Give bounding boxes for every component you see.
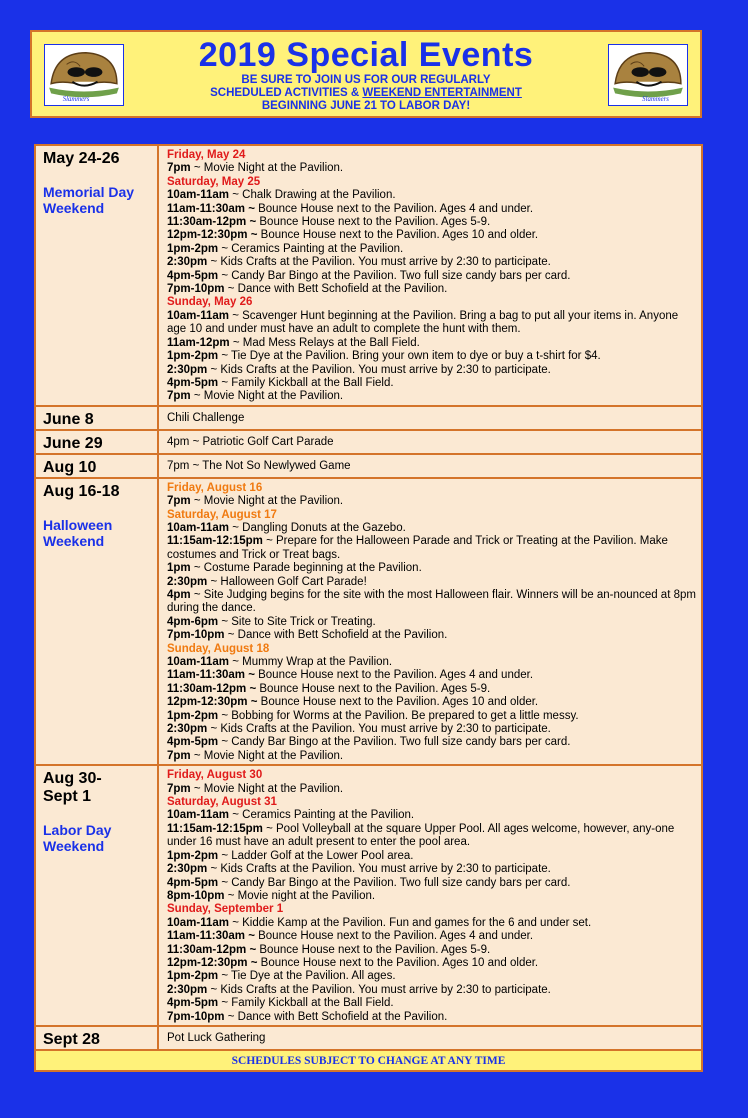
event-time: 2:30pm [167,363,208,376]
event-time: 10am-11am [167,309,230,322]
event-description: ~ Costume Parade beginning at the Pavilion. [190,562,422,575]
event-item [167,364,697,377]
event-item [167,783,697,796]
event-time: 1pm-2pm [167,970,219,983]
event-description: ~ Kids Crafts at the Pavilion. You must arrive by 2:30 to participate. [207,256,551,269]
event-time: 10am-11am [167,521,230,534]
event-item [167,890,697,903]
events-cell [159,479,701,765]
subtitle-line-1: BE SURE TO JOIN US FOR OUR REGULARLY [241,74,491,86]
event-item [167,562,697,575]
event-description: ~ Ceramics Painting at the Pavilion. [218,242,404,255]
event-description: Bounce House next to the Pavilion. Ages 10 and older. [257,956,539,969]
event-time: 1pm-2pm [167,709,219,722]
event-time: 10am-11am [167,809,230,822]
event-time: 7pm [167,495,191,508]
event-time: 2:30pm [167,575,208,588]
event-description: ~ Kiddie Kamp at the Pavilion. Fun and games for the 6 and under set. [229,916,592,929]
event-text: 7pm ~ The Not So Newlywed Game [167,459,351,472]
event-item [167,522,697,535]
event-time: 7pm-10pm [167,629,225,642]
event-description: Bounce House next to the Pavilion. Ages 5-9. [256,216,491,229]
event-description: ~ Chalk Drawing at the Pavilion. [229,189,396,202]
day-heading: Friday, May 24 [167,149,246,161]
event-row [36,429,701,453]
event-date: May 24-26 [43,150,120,167]
event-item [167,723,697,736]
event-description: Bounce House next to the Pavilion. Ages 10 and older. [257,229,539,242]
day-heading: Saturday, August 17 [167,508,277,521]
event-text: Pot Luck Gathering [167,1031,266,1044]
event-item [167,229,697,242]
event-row [36,453,701,477]
event-time: 11am-12pm [167,336,230,349]
event-description: Bounce House next to the Pavilion. Ages 5-9. [256,682,491,695]
event-description: ~ Mad Mess Relays at the Ball Field. [229,336,420,349]
event-date: June 8 [43,410,94,428]
weekend-name: Halloween Weekend [43,516,113,549]
events-cell [159,407,701,429]
event-item [167,310,697,337]
day-heading: Sunday, September 1 [167,903,284,916]
event-description: ~ Candy Bar Bingo at the Pavilion. Two full size candy bars per card. [218,736,571,749]
date-cell [36,1027,159,1049]
footer-notice: SCHEDULES SUBJECT TO CHANGE AT ANY TIME [36,1049,701,1070]
event-description: ~ Movie Night at the Pavilion. [190,782,344,795]
event-date: Aug 16-18 [43,482,120,500]
event-time: 1pm-2pm [167,849,219,862]
event-time: 10am-11am [167,189,230,202]
event-item [167,216,697,229]
event-description: ~ Movie Night at the Pavilion. [190,162,344,175]
event-description: ~ Candy Bar Bingo at the Pavilion. Two full size candy bars per card. [218,269,571,282]
event-item [167,917,697,930]
event-time: 4pm-5pm [167,269,219,282]
event-description: ~ Family Kickball at the Ball Field. [218,997,394,1010]
events-cell [159,455,701,477]
event-item [167,589,697,616]
event-description: ~ Ceramics Painting at the Pavilion. [229,809,415,822]
event-time: 7pm [167,782,191,795]
event-item [167,656,697,669]
logo-text: Slammers [642,96,669,104]
event-time: 10am-11am [167,656,230,668]
event-description: ~ Movie night at the Pavilion. [224,889,376,902]
day-heading: Saturday, May 25 [167,175,261,188]
event-time: 11am-11:30am ~ [167,669,255,682]
event-time: 4pm-5pm [167,376,219,389]
event-item [167,243,697,256]
event-item [167,270,697,283]
event-item [167,535,697,562]
event-description: ~ Pool Volleyball at the square Upper Pool. All ages welcome, however, any-one under 16 must have an adult present to enter the pool area. [167,822,675,849]
events-cell [159,766,701,1025]
event-description: ~ Prepare for the Halloween Parade and Trick or Treating at the Pavilion. Make costumes and Trick or Treat bags. [167,535,668,561]
event-time: 4pm-5pm [167,876,219,889]
event-item [167,1011,697,1024]
event-time: 11am-11:30am ~ [167,930,255,943]
event-row [36,477,701,765]
event-item [167,877,697,890]
event-time: 7pm [167,162,191,175]
event-time: 1pm-2pm [167,350,219,363]
event-item [167,337,697,350]
day-heading: Sunday, May 26 [167,296,253,309]
event-time: 11:30am-12pm ~ [167,943,257,956]
event-item [167,629,697,642]
event-item [167,495,697,508]
date-cell [36,455,159,477]
event-text: 4pm ~ Patriotic Golf Cart Parade [167,435,334,448]
event-description: ~ Dance with Bett Schofield at the Pavilion. [224,629,448,642]
event-date: June 29 [43,434,103,452]
weekend-name: Memorial Day Weekend [43,184,135,216]
event-time: 2:30pm [167,863,208,876]
event-description: ~ Dangling Donuts at the Gazebo. [229,521,406,534]
event-description: ~ Tie Dye at the Pavilion. Bring your own item to dye or buy a t-shirt for $4. [218,350,601,363]
event-time: 1pm [167,562,191,575]
event-description: Bounce House next to the Pavilion. Ages 4 and under. [254,930,534,943]
event-time: 4pm [167,588,191,601]
date-cell [36,146,159,405]
event-description: ~ Halloween Golf Cart Parade! [207,575,367,588]
event-date: Aug 10 [43,458,97,476]
event-item [167,930,697,943]
event-row [36,146,701,405]
event-item [167,283,697,296]
events-cell [159,1027,701,1049]
event-time: 4pm-5pm [167,997,219,1010]
event-time: 11am-11:30am ~ [167,202,255,215]
event-description: ~ Scavenger Hunt beginning at the Pavilion. Bring a bag to put all your items in. Anyone age 10 and under must have an adult to complete the hunt with them. [167,309,679,336]
event-item [167,377,697,390]
date-cell [36,407,159,429]
event-item [167,350,697,363]
event-description: ~ Ladder Golf at the Lower Pool area. [218,849,414,862]
event-description: ~ Kids Crafts at the Pavilion. You must arrive by 2:30 to participate. [207,863,551,876]
event-item [167,256,697,269]
event-description: ~ Dance with Bett Schofield at the Pavilion. [224,1010,448,1023]
header-banner [30,30,702,118]
event-description: ~ Kids Crafts at the Pavilion. You must arrive by 2:30 to participate. [207,363,551,376]
event-item [167,576,697,589]
event-item [167,957,697,970]
event-time: 7pm [167,749,191,762]
event-description: ~ Family Kickball at the Ball Field. [218,376,394,389]
event-item [167,669,697,682]
weekend-name: Labor Day Weekend [43,822,112,855]
event-item [167,970,697,983]
event-description: Bounce House next to the Pavilion. Ages 5-9. [256,943,491,956]
events-cell [159,431,701,453]
event-time: 2:30pm [167,256,208,269]
date-cell [36,431,159,453]
day-heading: Sunday, August 18 [167,642,270,655]
event-item [167,984,697,997]
event-time: 8pm-10pm [167,889,225,902]
date-cell [36,479,159,765]
subtitle-line-3: BEGINNING JUNE 21 TO LABOR DAY! [261,100,471,112]
event-time: 7pm-10pm [167,1010,225,1023]
page-title: 2019 Special Events [198,36,534,74]
event-item [167,823,697,850]
event-time: 12pm-12:30pm ~ [167,229,258,242]
event-item [167,750,697,763]
event-time: 2:30pm [167,723,208,736]
event-item [167,616,697,629]
event-time: 11:30am-12pm ~ [167,682,257,695]
event-description: Bounce House next to the Pavilion. Ages 4 and under. [254,202,534,215]
event-time: 4pm-6pm [167,615,219,628]
event-item [167,736,697,749]
event-time: 12pm-12:30pm ~ [167,956,258,969]
event-item [167,390,697,403]
logo-text: Slammers [62,96,90,104]
event-item [167,696,697,709]
event-description: ~ Dance with Bett Schofield at the Pavilion. [224,283,448,296]
event-item [167,710,697,723]
event-item [167,809,697,822]
event-description: ~ Movie Night at the Pavilion. [190,495,344,508]
event-time: 11:30am-12pm ~ [167,216,257,229]
event-time: 7pm [167,390,191,403]
event-time: 11:15am-12:15pm [167,535,263,548]
day-heading: Friday, August 16 [167,481,263,494]
event-item [167,863,697,876]
event-description: ~ Candy Bar Bingo at the Pavilion. Two full size candy bars per card. [218,876,571,889]
event-description: Bounce House next to the Pavilion. Ages 10 and older. [257,696,539,709]
date-cell [36,766,159,1025]
day-heading: Saturday, August 31 [167,796,277,809]
event-description: ~ Mummy Wrap at the Pavilion. [229,656,393,668]
event-description: ~ Kids Crafts at the Pavilion. You must arrive by 2:30 to participate. [207,723,551,736]
event-item [167,683,697,696]
event-row [36,1025,701,1049]
event-text: Chili Challenge [167,411,245,424]
event-description: ~ Kids Crafts at the Pavilion. You must arrive by 2:30 to participate. [207,983,551,996]
event-time: 12pm-12:30pm ~ [167,696,258,709]
event-item [167,189,697,202]
event-description: ~ Movie Night at the Pavilion. [190,390,344,403]
mascot-clam-icon [608,44,688,106]
event-item [167,203,697,216]
event-time: 10am-11am [167,916,230,929]
event-description: ~ Site to Site Trick or Treating. [218,615,376,628]
event-date: Sept 28 [43,1030,100,1048]
event-time: 7pm-10pm [167,283,225,296]
event-item [167,997,697,1010]
page-subtitle [172,74,560,113]
subtitle-line-2: SCHEDULED ACTIVITIES & WEEKEND ENTERTAINMENT [210,87,522,99]
event-item [167,944,697,957]
event-item [167,850,697,863]
event-description: ~ Movie Night at the Pavilion. [190,749,344,762]
event-description: Bounce House next to the Pavilion. Ages 4 and under. [254,669,534,682]
event-time: 2:30pm [167,983,208,996]
events-table [34,144,703,1072]
event-description: ~ Tie Dye at the Pavilion. All ages. [218,970,396,983]
event-description: ~ Site Judging begins for the site with the most Halloween flair. Winners will be an-nounced at 8pm during the dance. [167,588,696,615]
event-date: Aug 30- Sept 1 [43,770,102,806]
day-heading: Friday, August 30 [167,769,263,782]
event-description: ~ Bobbing for Worms at the Pavilion. Be prepared to get a little messy. [218,709,579,722]
event-row [36,764,701,1025]
event-time: 4pm-5pm [167,736,219,749]
event-row [36,405,701,429]
event-item [167,162,697,175]
events-cell [159,146,701,405]
event-time: 11:15am-12:15pm [167,822,263,835]
event-time: 1pm-2pm [167,242,219,255]
